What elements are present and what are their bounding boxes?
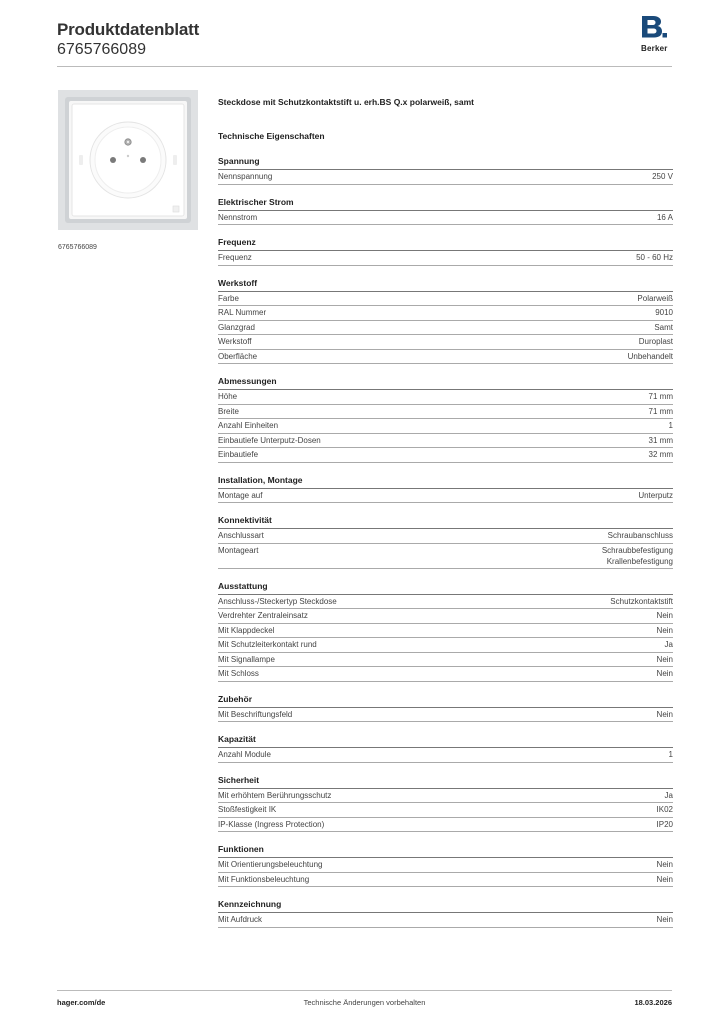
spec-label: Mit Orientierungsbeleuchtung: [218, 860, 323, 869]
spec-row: [218, 335, 673, 350]
spec-value: Nein: [656, 625, 673, 635]
spec-group-title: Ausstattung: [218, 578, 673, 595]
spec-group: [218, 472, 673, 504]
spec-row: [218, 170, 673, 185]
product-image: [58, 90, 198, 230]
berker-logo: [640, 16, 676, 53]
spec-value-line: Krallenbefestigung: [606, 557, 673, 566]
spec-group: [218, 841, 673, 887]
spec-row: [218, 708, 673, 723]
spec-label: Frequenz: [218, 253, 252, 262]
spec-group-title: Werkstoff: [218, 275, 673, 292]
spec-row: [218, 789, 673, 804]
spec-row: [218, 306, 673, 321]
spec-row: [218, 419, 673, 434]
spec-row: [218, 653, 673, 668]
spec-group-title: Spannung: [218, 153, 673, 170]
spec-group-title: Konnektivität: [218, 512, 673, 529]
spec-row: [218, 858, 673, 873]
spec-label: Nennstrom: [218, 212, 258, 222]
spec-group-title: Kennzeichnung: [218, 896, 673, 913]
spec-value: Nein: [656, 669, 673, 678]
spec-value: Samt: [654, 322, 673, 332]
logo-wordmark: Berker: [641, 44, 668, 53]
spec-label: Mit Signallampe: [218, 654, 275, 664]
spec-value: 31 mm: [648, 435, 673, 445]
spec-row: [218, 292, 673, 307]
spec-group-title: Kapazität: [218, 731, 673, 748]
specification-content: [218, 95, 673, 937]
spec-label: Mit Schloss: [218, 669, 259, 678]
spec-label: Anzahl Module: [218, 750, 271, 759]
footer-disclaimer: Technische Änderungen vorbehalten: [303, 998, 426, 1007]
spec-value: Schraubanschluss: [607, 531, 673, 540]
spec-value: Duroplast: [638, 337, 673, 346]
spec-group: [218, 691, 673, 723]
spec-label: Montageart: [218, 545, 259, 555]
spec-row: [218, 595, 673, 610]
spec-row: [218, 448, 673, 463]
spec-value: 71 mm: [648, 392, 673, 401]
spec-row: [218, 251, 673, 266]
spec-row: [218, 818, 673, 833]
spec-label: Verdrehter Zentraleinsatz: [218, 611, 308, 620]
spec-row: [218, 638, 673, 653]
spec-group-title: Abmessungen: [218, 373, 673, 390]
spec-label: Anzahl Einheiten: [218, 421, 279, 430]
spec-group: [218, 234, 673, 266]
spec-group: [218, 153, 673, 185]
spec-group-title: Elektrischer Strom: [218, 194, 673, 211]
spec-group: [218, 373, 673, 463]
spec-row: [218, 748, 673, 763]
spec-value: 50 - 60 Hz: [636, 253, 673, 262]
spec-group: [218, 896, 673, 928]
spec-value: 9010: [655, 308, 673, 317]
spec-value: IK02: [656, 805, 673, 814]
spec-label: Einbautiefe Unterputz-Dosen: [218, 435, 321, 445]
spec-group-title: Frequenz: [218, 234, 673, 251]
footer-divider: [57, 990, 672, 991]
section-title: Technische Eigenschaften: [218, 131, 325, 141]
spec-label: Einbautiefe: [218, 450, 259, 459]
spec-value: Unbehandelt: [627, 351, 673, 361]
product-image-caption: 6765766089: [58, 244, 97, 251]
spec-group: [218, 731, 673, 763]
spec-label: Mit erhöhtem Berührungsschutz: [218, 790, 332, 800]
socket-illustration: [58, 90, 198, 230]
spec-value: 1: [668, 750, 673, 759]
spec-row: [218, 211, 673, 226]
spec-row: [218, 667, 673, 682]
spec-value: 32 mm: [648, 450, 673, 459]
document-number: 6765766089: [57, 41, 146, 58]
spec-row: [218, 873, 673, 888]
spec-group: [218, 578, 673, 682]
spec-row: [218, 405, 673, 420]
spec-row: [218, 624, 673, 639]
spec-value: Nein: [656, 874, 673, 884]
spec-group: [218, 194, 673, 226]
spec-label: Höhe: [218, 392, 238, 401]
spec-row: [218, 489, 673, 504]
spec-group-title: Zubehör: [218, 691, 673, 708]
spec-label: Oberfläche: [218, 351, 258, 361]
spec-value: Unterputz: [638, 490, 673, 500]
spec-value: Ja: [664, 640, 673, 649]
spec-value: [602, 544, 673, 568]
spec-group: [218, 772, 673, 833]
spec-value-line: Schraubbefestigung: [601, 545, 673, 555]
footer-website-link[interactable]: hager.com/de: [57, 998, 106, 1007]
spec-value: Polarweiß: [637, 293, 673, 303]
spec-label: RAL Nummer: [218, 308, 267, 317]
spec-label: Nennspannung: [218, 172, 273, 181]
spec-row: [218, 434, 673, 449]
spec-row: [218, 913, 673, 928]
spec-value: Nein: [656, 860, 673, 869]
spec-value: Nein: [656, 915, 673, 924]
footer-date: 18.03.2026: [634, 998, 672, 1007]
spec-label: Anschluss-/Steckertyp Steckdose: [218, 596, 337, 606]
spec-value: 250 V: [652, 172, 673, 181]
spec-row: [218, 390, 673, 405]
spec-row: [218, 609, 673, 624]
spec-label: Mit Schutzleiterkontakt rund: [218, 640, 317, 649]
spec-row: [218, 350, 673, 365]
spec-value: Nein: [656, 654, 673, 664]
spec-label: Anschlussart: [218, 531, 264, 540]
page-header: [57, 20, 199, 60]
spec-label: IP-Klasse (Ingress Protection): [218, 819, 325, 829]
spec-label: Mit Aufdruck: [218, 915, 263, 924]
spec-group-title: Funktionen: [218, 841, 673, 858]
spec-value: 71 mm: [648, 406, 673, 416]
spec-value: Schutzkontaktstift: [610, 596, 673, 606]
spec-value: 1: [668, 421, 673, 430]
spec-group: [218, 275, 673, 365]
spec-group: [218, 512, 673, 569]
spec-label: Farbe: [218, 293, 239, 303]
spec-value: IP20: [656, 819, 673, 829]
spec-row: [218, 321, 673, 336]
spec-row: [218, 529, 673, 544]
spec-label: Glanzgrad: [218, 322, 255, 332]
spec-label: Mit Funktionsbeleuchtung: [218, 874, 310, 884]
document-title: Produktdatenblatt: [57, 20, 200, 39]
spec-label: Breite: [218, 406, 239, 416]
header-divider: [57, 66, 672, 67]
spec-label: Mit Beschriftungsfeld: [218, 709, 293, 719]
spec-label: Mit Klappdeckel: [218, 625, 275, 635]
spec-value: Ja: [664, 790, 673, 800]
product-name: Steckdose mit Schutzkontaktstift u. erh.BS Q.x polarweiß, samt: [218, 97, 475, 107]
berker-logo-icon: [640, 16, 667, 38]
spec-group-title: Installation, Montage: [218, 472, 673, 489]
spec-value: Nein: [656, 611, 673, 620]
spec-label: Stoßfestigkeit IK: [218, 805, 277, 814]
spec-value: Nein: [656, 709, 673, 719]
spec-row: [218, 544, 673, 569]
specification-groups: [218, 153, 673, 928]
spec-row: [218, 803, 673, 818]
spec-label: Werkstoff: [218, 337, 252, 346]
spec-value: 16 A: [656, 212, 673, 222]
spec-group-title: Sicherheit: [218, 772, 673, 789]
spec-label: Montage auf: [218, 490, 263, 500]
